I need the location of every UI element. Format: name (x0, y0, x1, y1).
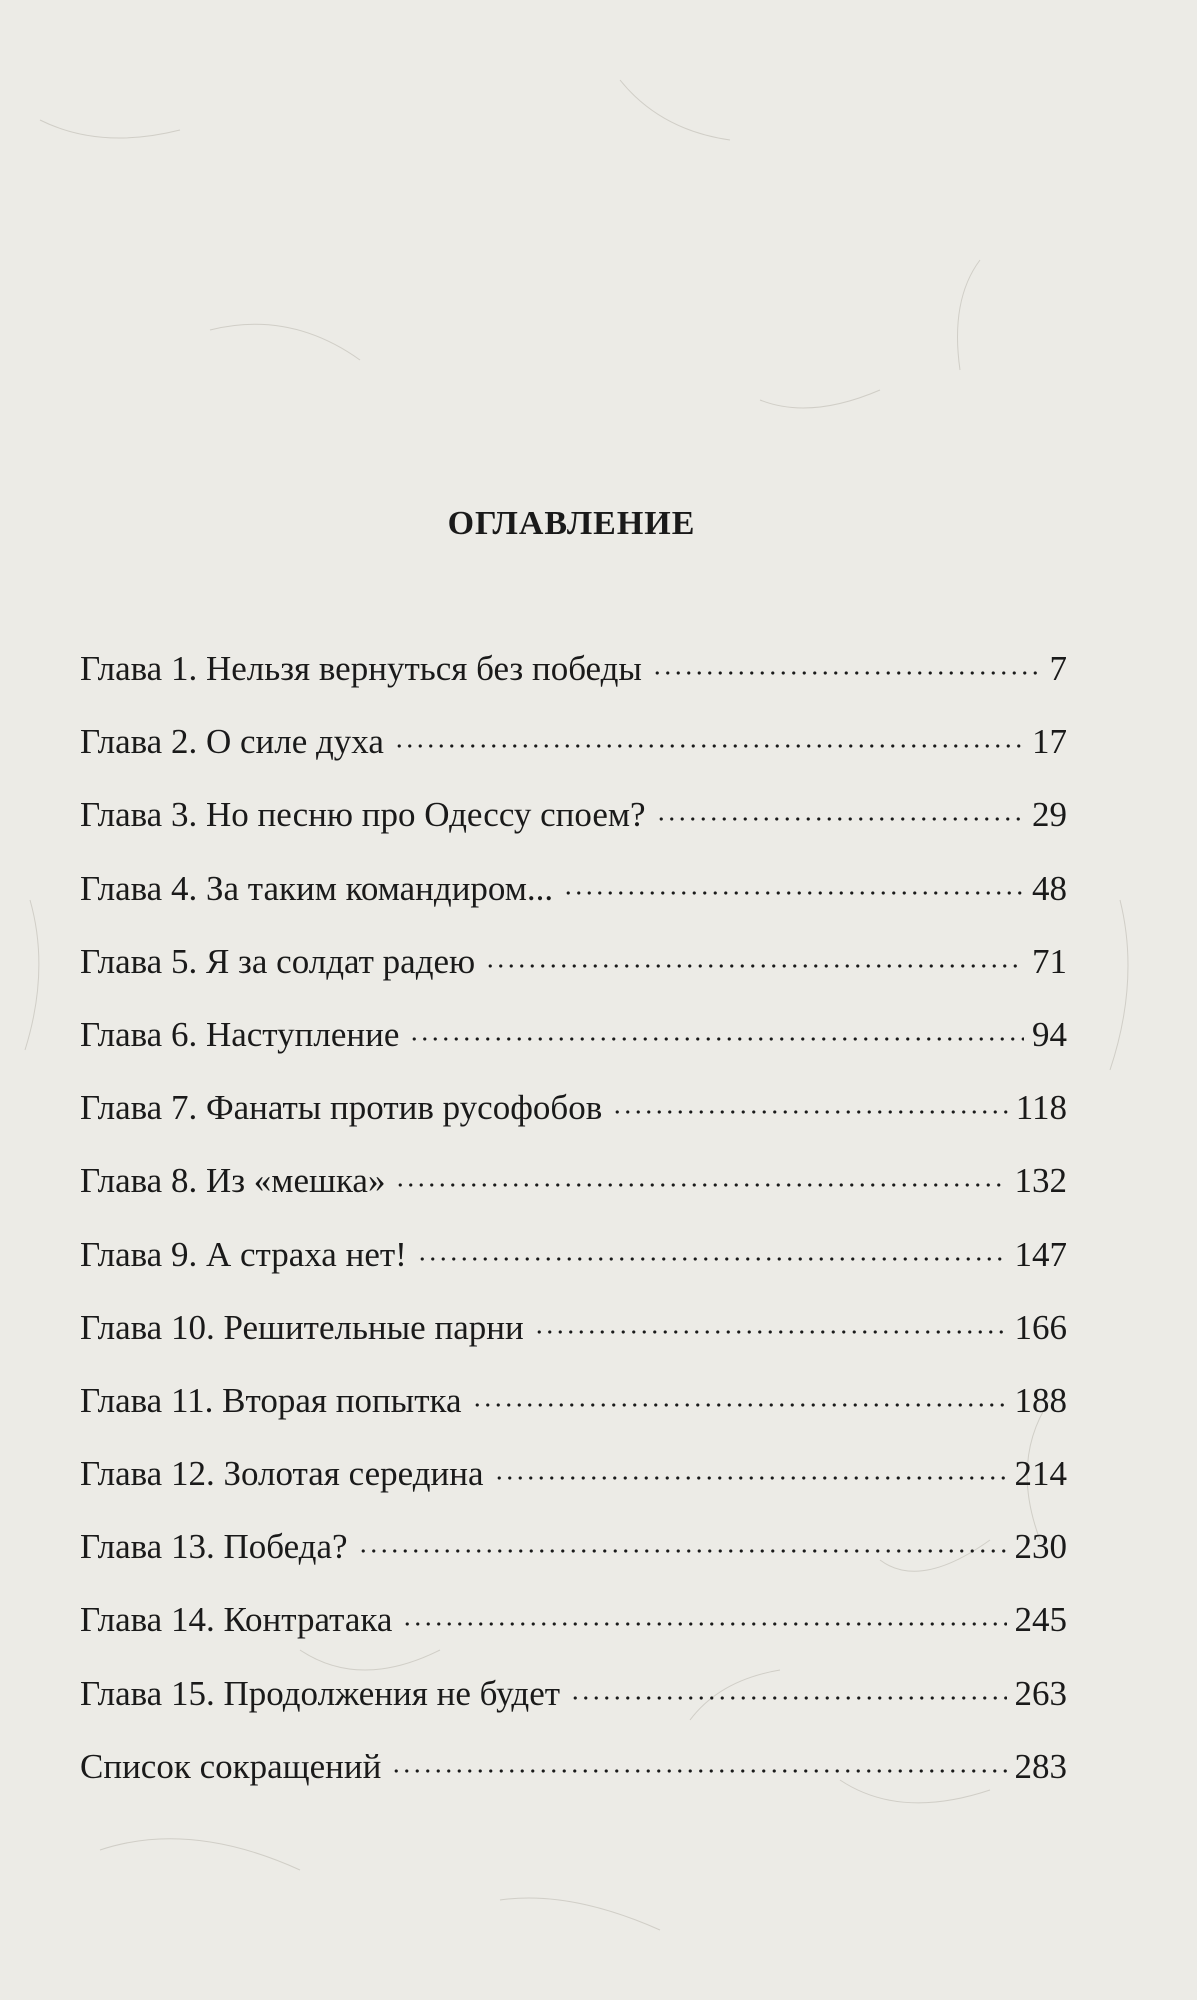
toc-entry-page-number: 132 (1014, 1161, 1067, 1201)
toc-entry-title: Список сокращений (80, 1746, 382, 1786)
toc-entry (80, 1364, 1067, 1437)
toc-entry-title: Глава 8. Из «мешка» (80, 1161, 386, 1201)
toc-entry-page-number: 71 (1032, 941, 1067, 981)
toc-entry-title: Глава 5. Я за солдат радею (80, 941, 476, 981)
toc-entry-title: Глава 11. Вторая попытка (80, 1380, 462, 1420)
toc-entry (80, 998, 1067, 1071)
toc-entry-title: Глава 12. Золотая середина (80, 1454, 484, 1494)
dot-leader (563, 867, 1024, 902)
toc-entry (80, 1437, 1067, 1510)
toc-entry-page-number: 17 (1032, 722, 1067, 762)
toc-entry-title: Глава 2. О силе духа (80, 722, 384, 762)
toc-entry (80, 705, 1067, 778)
toc-entry-page-number: 188 (1014, 1380, 1067, 1420)
toc-entry (80, 852, 1067, 925)
toc-entry (80, 1657, 1067, 1730)
toc-entry (80, 1218, 1067, 1291)
toc-entry-title: Глава 9. А страха нет! (80, 1234, 407, 1274)
toc-entry-page-number: 94 (1032, 1014, 1067, 1054)
dot-leader (409, 1013, 1024, 1048)
toc-entry-page-number: 230 (1014, 1527, 1067, 1567)
toc-entry (80, 632, 1067, 705)
dot-leader (395, 1159, 1006, 1194)
dot-leader (656, 793, 1024, 828)
toc-entry (80, 925, 1067, 998)
toc-entry-title: Глава 3. Но песню про Одессу споем? (80, 795, 646, 835)
dot-leader (472, 1379, 1007, 1414)
toc-entry-page-number: 118 (1015, 1088, 1067, 1128)
dot-leader (394, 720, 1024, 755)
toc-entry-page-number: 214 (1014, 1454, 1067, 1494)
toc-entry-page-number: 283 (1014, 1746, 1067, 1786)
dot-leader (570, 1672, 1006, 1707)
toc-entry-title: Глава 15. Продолжения не будет (80, 1673, 561, 1713)
toc-entry-title: Глава 14. Контратака (80, 1600, 393, 1640)
toc-title: ОГЛАВЛЕНИЕ (447, 505, 696, 542)
toc-entry (80, 1144, 1067, 1217)
toc-entry-page-number: 48 (1032, 868, 1067, 908)
dot-leader (417, 1233, 1007, 1268)
toc-entry-title: Глава 10. Решительные парни (80, 1307, 524, 1347)
toc-entry (80, 1730, 1067, 1803)
toc-entry (80, 778, 1067, 851)
toc-entry-title: Глава 6. Наступление (80, 1014, 400, 1054)
toc-list (80, 632, 1067, 1803)
toc-entry (80, 1510, 1067, 1583)
toc-entry-title: Глава 7. Фанаты против русофобов (80, 1088, 603, 1128)
toc-entry-page-number: 245 (1014, 1600, 1067, 1640)
toc-entry-title: Глава 13. Победа? (80, 1527, 348, 1567)
toc-entry-title: Глава 1. Нельзя вернуться без победы (80, 649, 642, 688)
dot-leader (358, 1525, 1007, 1560)
dot-leader (391, 1745, 1006, 1780)
dot-leader (402, 1598, 1006, 1633)
toc-entry-page-number: 166 (1014, 1307, 1067, 1347)
dot-leader (494, 1452, 1007, 1487)
dot-leader (534, 1306, 1007, 1341)
toc-entry (80, 1071, 1067, 1144)
toc-entry (80, 1291, 1067, 1364)
toc-entry-page-number: 263 (1014, 1673, 1067, 1713)
dot-leader (652, 647, 1039, 682)
dot-leader (612, 1086, 1008, 1121)
toc-entry-page-number: 29 (1032, 795, 1067, 835)
toc-entry-page-number: 147 (1014, 1234, 1067, 1274)
dot-leader (485, 940, 1024, 975)
toc-entry (80, 1583, 1067, 1656)
toc-entry-page-number: 7 (1049, 649, 1067, 688)
toc-entry-title: Глава 4. За таким командиром... (80, 868, 554, 908)
